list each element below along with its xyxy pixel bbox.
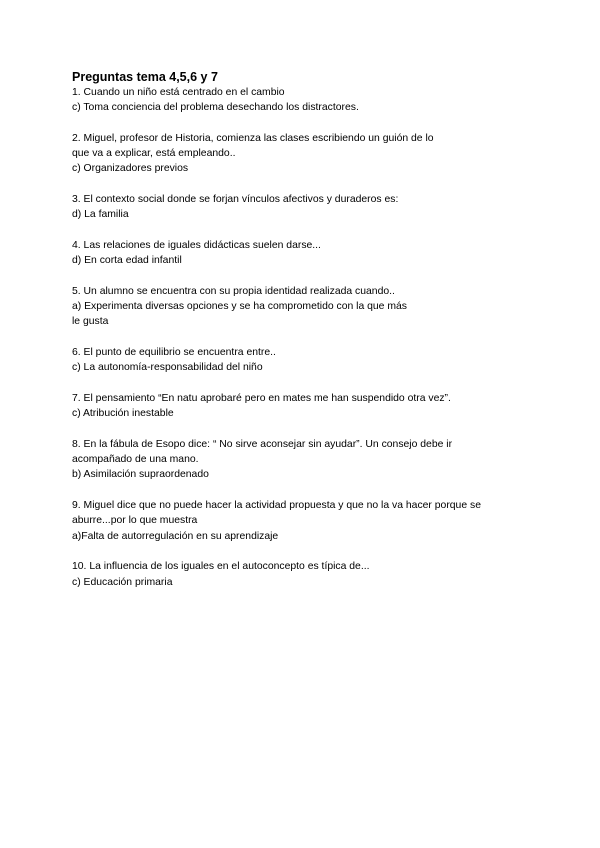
question-item-1 — [72, 85, 532, 116]
answer-text: c) Atribución inestable — [72, 408, 174, 420]
answer-text: c) La autonomía-responsabilidad del niño — [72, 362, 263, 374]
answer-text: b) Asimilación supraordenado — [72, 469, 209, 481]
question-text: 3. El contexto social donde se forjan vínculos afectivos y duraderos es: — [72, 194, 399, 206]
question-item-7 — [72, 391, 532, 422]
question-text: aburre...por lo que muestra — [72, 515, 198, 527]
question-item-9 — [72, 498, 532, 544]
answer-text: d) La familia — [72, 209, 129, 221]
answer-text: c) Organizadores previos — [72, 163, 189, 175]
answer-text: le gusta — [72, 316, 109, 328]
question-text: 9. Miguel dice que no puede hacer la actividad propuesta y que no la va hacer porque se — [72, 500, 481, 512]
question-text: 10. La influencia de los iguales en el autoconcepto es típica de... — [72, 561, 370, 573]
document-title: Preguntas tema 4,5,6 y 7 — [72, 70, 218, 84]
answer-text: c) Toma conciencia del problema desechando los distractores. — [72, 102, 359, 114]
question-item-5 — [72, 284, 532, 330]
question-item-3 — [72, 192, 532, 223]
question-item-8 — [72, 437, 532, 483]
answer-text: a)Falta de autorregulación en su aprendizaje — [72, 530, 279, 542]
question-item-4 — [72, 238, 532, 269]
question-text: que va a explicar, está empleando.. — [72, 148, 236, 160]
answer-text: d) En corta edad infantil — [72, 255, 182, 267]
question-text: 5. Un alumno se encuentra con su propia identidad realizada cuando.. — [72, 285, 395, 297]
question-text: 2. Miguel, profesor de Historia, comienza las clases escribiendo un guión de lo — [72, 132, 434, 144]
question-item-2 — [72, 131, 532, 177]
question-text: acompañado de una mano. — [72, 454, 199, 466]
question-text: 7. El pensamiento “En natu aprobaré pero en mates me han suspendido otra vez”. — [72, 392, 451, 404]
document-page — [72, 70, 532, 590]
answer-text: c) Educación primaria — [72, 576, 173, 588]
question-text: 1. Cuando un niño está centrado en el cambio — [72, 87, 285, 98]
question-text: 4. Las relaciones de iguales didácticas suelen darse... — [72, 239, 321, 251]
question-item-10 — [72, 559, 532, 590]
question-text: 6. El punto de equilibrio se encuentra entre.. — [72, 347, 276, 359]
question-text: 8. En la fábula de Esopo dice: “ No sirve aconsejar sin ayudar”. Un consejo debe ir — [72, 438, 453, 450]
question-item-6 — [72, 345, 532, 376]
answer-text: a) Experimenta diversas opciones y se ha comprometido con la que más — [72, 301, 407, 313]
